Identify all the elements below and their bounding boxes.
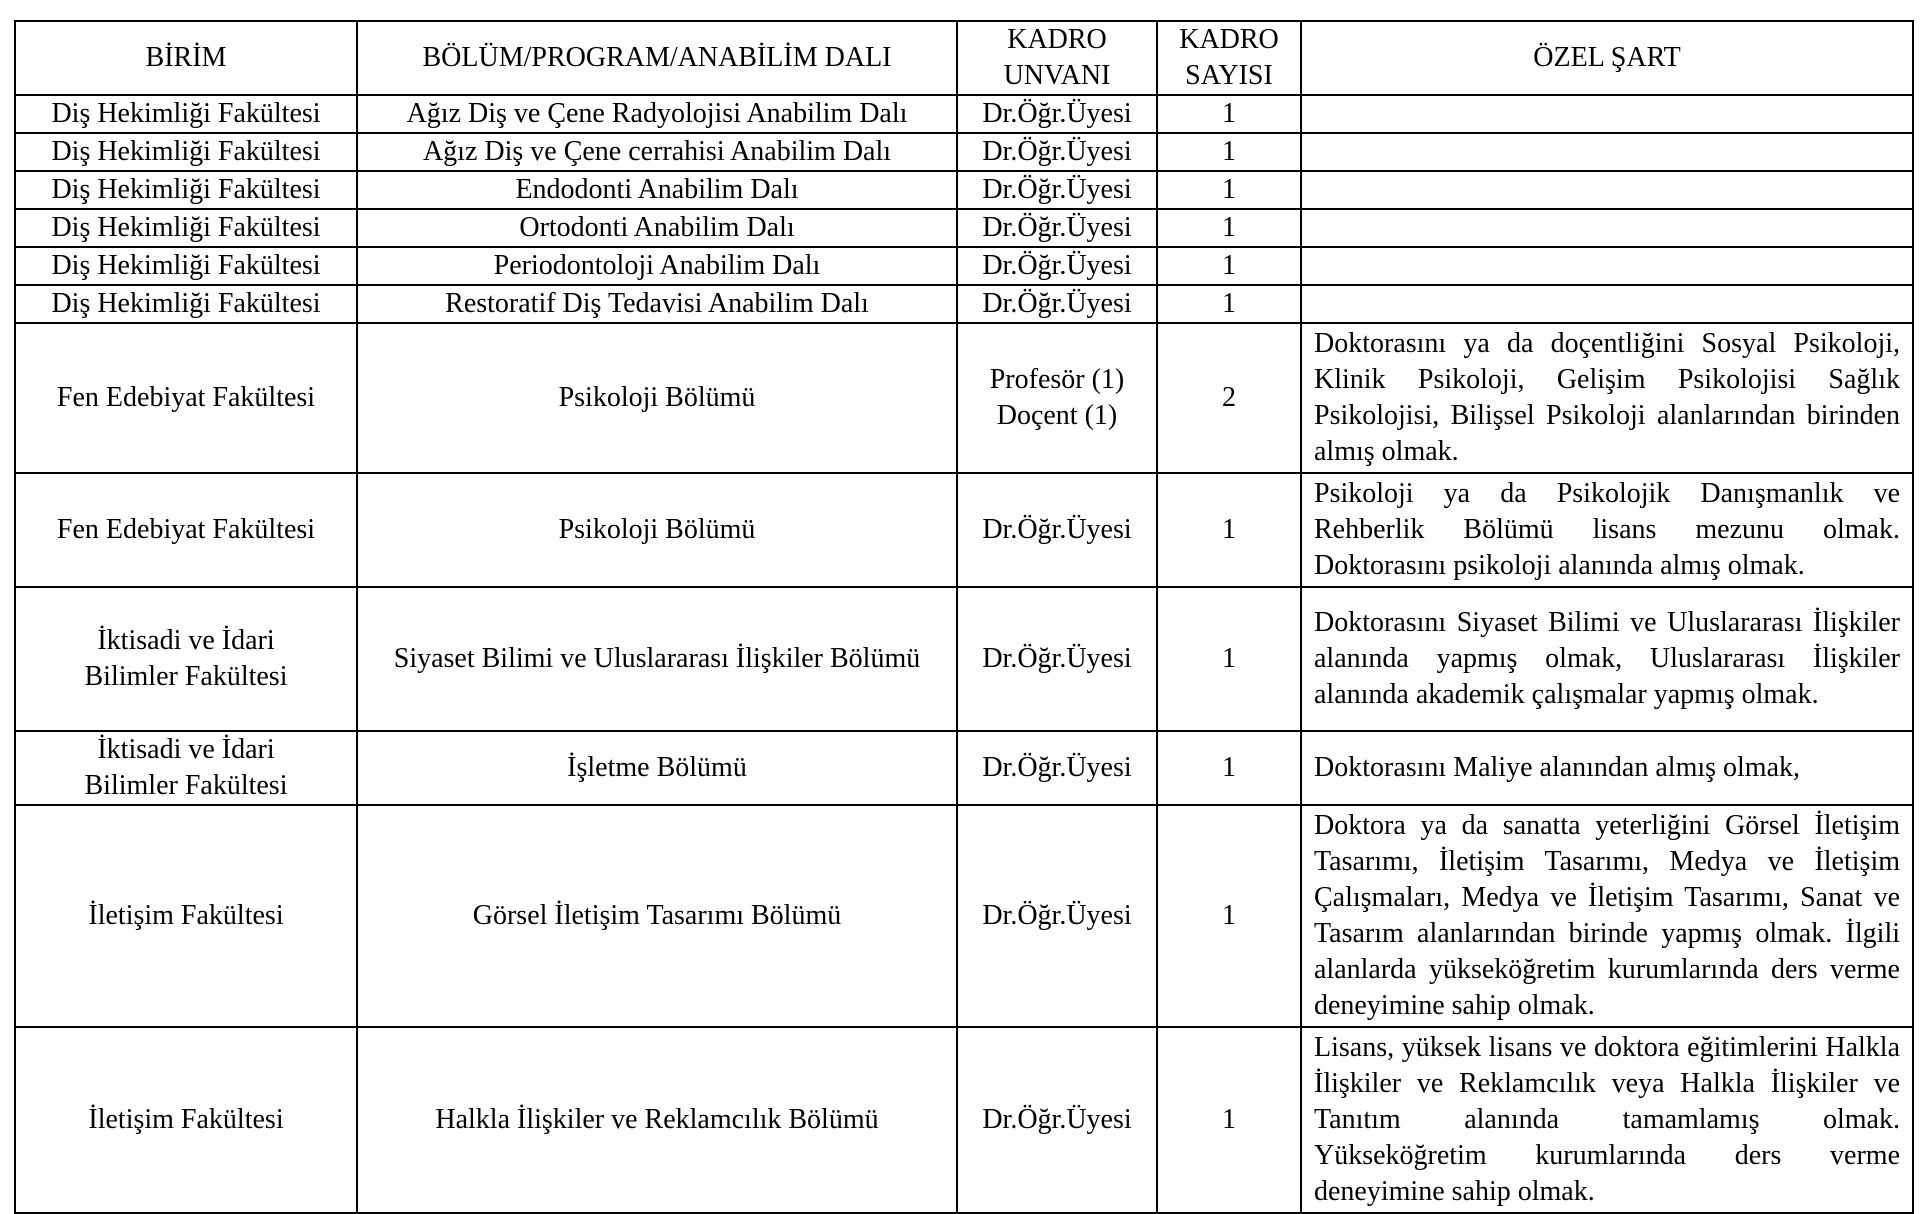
cell-sart [1301, 209, 1913, 247]
header-row [15, 21, 1913, 95]
cell-bolum: Ortodonti Anabilim Dalı [357, 209, 957, 247]
cell-sayi: 1 [1157, 133, 1301, 171]
cell-sart: Psikoloji ya da Psikolojik Danışmanlık ve Rehberlik Bölümü lisans mezunu olmak. Doktorasını psikoloji alanında almış olmak. [1301, 473, 1913, 587]
cell-birim: Fen Edebiyat Fakültesi [15, 473, 357, 587]
cell-unvan: Dr.Öğr.Üyesi [957, 731, 1157, 805]
cell-sart: Doktorasını Siyaset Bilimi ve Uluslararası İlişkiler alanında yapmış olmak, Uluslararası İlişkiler alanında akademik çalışmalar yapmış olmak. [1301, 587, 1913, 731]
table-row [15, 731, 1913, 805]
cell-unvan: Dr.Öğr.Üyesi [957, 285, 1157, 323]
cell-bolum: Periodontoloji Anabilim Dalı [357, 247, 957, 285]
cell-sayi: 1 [1157, 247, 1301, 285]
table-row [15, 133, 1913, 171]
cell-birim: İletişim Fakültesi [15, 805, 357, 1027]
cell-birim: Fen Edebiyat Fakültesi [15, 323, 357, 473]
table-row [15, 209, 1913, 247]
cell-unvan: Dr.Öğr.Üyesi [957, 95, 1157, 133]
cell-sayi: 1 [1157, 731, 1301, 805]
cell-birim: İktisadi ve İdari Bilimler Fakültesi [15, 587, 357, 731]
header-kadro-sayisi: KADRO SAYISI [1157, 21, 1301, 95]
cell-sart [1301, 171, 1913, 209]
cell-birim: Diş Hekimliği Fakültesi [15, 95, 357, 133]
cell-unvan: Dr.Öğr.Üyesi [957, 805, 1157, 1027]
cell-sart [1301, 133, 1913, 171]
table-row [15, 1027, 1913, 1213]
cell-bolum: Psikoloji Bölümü [357, 323, 957, 473]
cell-sayi: 1 [1157, 285, 1301, 323]
table-row [15, 95, 1913, 133]
cell-bolum: Endodonti Anabilim Dalı [357, 171, 957, 209]
cell-birim: Diş Hekimliği Fakültesi [15, 209, 357, 247]
table-row [15, 171, 1913, 209]
cell-sayi: 1 [1157, 473, 1301, 587]
cell-bolum: Restoratif Diş Tedavisi Anabilim Dalı [357, 285, 957, 323]
cell-bolum: Halkla İlişkiler ve Reklamcılık Bölümü [357, 1027, 957, 1213]
cell-birim: İktisadi ve İdari Bilimler Fakültesi [15, 731, 357, 805]
cell-birim: Diş Hekimliği Fakültesi [15, 247, 357, 285]
cell-sayi: 1 [1157, 587, 1301, 731]
cell-sart: Doktorasını Maliye alanından almış olmak, [1301, 731, 1913, 805]
cell-sart [1301, 247, 1913, 285]
header-ozel-sart: ÖZEL ŞART [1301, 21, 1913, 95]
cell-sart [1301, 285, 1913, 323]
cell-sayi: 1 [1157, 171, 1301, 209]
table-row [15, 473, 1913, 587]
cell-sart: Doktorasını ya da doçentliğini Sosyal Psikoloji, Klinik Psikoloji, Gelişim Psikolojisi Sağlık Psikolojisi, Bilişsel Psikoloji alanlarından birinden almış olmak. [1301, 323, 1913, 473]
cell-birim: Diş Hekimliği Fakültesi [15, 285, 357, 323]
cell-birim: Diş Hekimliği Fakültesi [15, 133, 357, 171]
cell-sart: Lisans, yüksek lisans ve doktora eğitimlerini Halkla İlişkiler ve Reklamcılık veya Halkla İlişkiler ve Tanıtım alanında tamamlamış olmak. Yükseköğretim kurumlarında ders verme deneyimine sahip olmak. [1301, 1027, 1913, 1213]
kadro-table [14, 20, 1914, 1214]
cell-unvan: Dr.Öğr.Üyesi [957, 133, 1157, 171]
cell-sayi: 1 [1157, 1027, 1301, 1213]
table-row [15, 323, 1913, 473]
table-row [15, 285, 1913, 323]
cell-sayi: 2 [1157, 323, 1301, 473]
cell-bolum: İşletme Bölümü [357, 731, 957, 805]
cell-unvan: Dr.Öğr.Üyesi [957, 209, 1157, 247]
table-row [15, 247, 1913, 285]
cell-unvan: Dr.Öğr.Üyesi [957, 247, 1157, 285]
cell-sayi: 1 [1157, 805, 1301, 1027]
table-row [15, 587, 1913, 731]
cell-unvan: Dr.Öğr.Üyesi [957, 473, 1157, 587]
cell-unvan: Profesör (1) Doçent (1) [957, 323, 1157, 473]
cell-bolum: Psikoloji Bölümü [357, 473, 957, 587]
cell-bolum: Ağız Diş ve Çene Radyolojisi Anabilim Dalı [357, 95, 957, 133]
cell-sart [1301, 95, 1913, 133]
cell-unvan: Dr.Öğr.Üyesi [957, 171, 1157, 209]
table-row [15, 805, 1913, 1027]
header-kadro-unvani: KADRO UNVANI [957, 21, 1157, 95]
cell-birim: Diş Hekimliği Fakültesi [15, 171, 357, 209]
cell-bolum: Ağız Diş ve Çene cerrahisi Anabilim Dalı [357, 133, 957, 171]
cell-bolum: Siyaset Bilimi ve Uluslararası İlişkiler Bölümü [357, 587, 957, 731]
cell-sayi: 1 [1157, 209, 1301, 247]
cell-birim: İletişim Fakültesi [15, 1027, 357, 1213]
header-bolum: BÖLÜM/PROGRAM/ANABİLİM DALI [357, 21, 957, 95]
cell-unvan: Dr.Öğr.Üyesi [957, 587, 1157, 731]
cell-sayi: 1 [1157, 95, 1301, 133]
header-birim: BİRİM [15, 21, 357, 95]
cell-unvan: Dr.Öğr.Üyesi [957, 1027, 1157, 1213]
cell-bolum: Görsel İletişim Tasarımı Bölümü [357, 805, 957, 1027]
cell-sart: Doktora ya da sanatta yeterliğini Görsel İletişim Tasarımı, İletişim Tasarımı, Medya ve İletişim Çalışmaları, Medya ve İletişim Tasarımı, Sanat ve Tasarım alanlarından birinde yapmış olmak. İlgili alanlarda yükseköğretim kurumlarında ders verme deneyimine sahip olmak. [1301, 805, 1913, 1027]
